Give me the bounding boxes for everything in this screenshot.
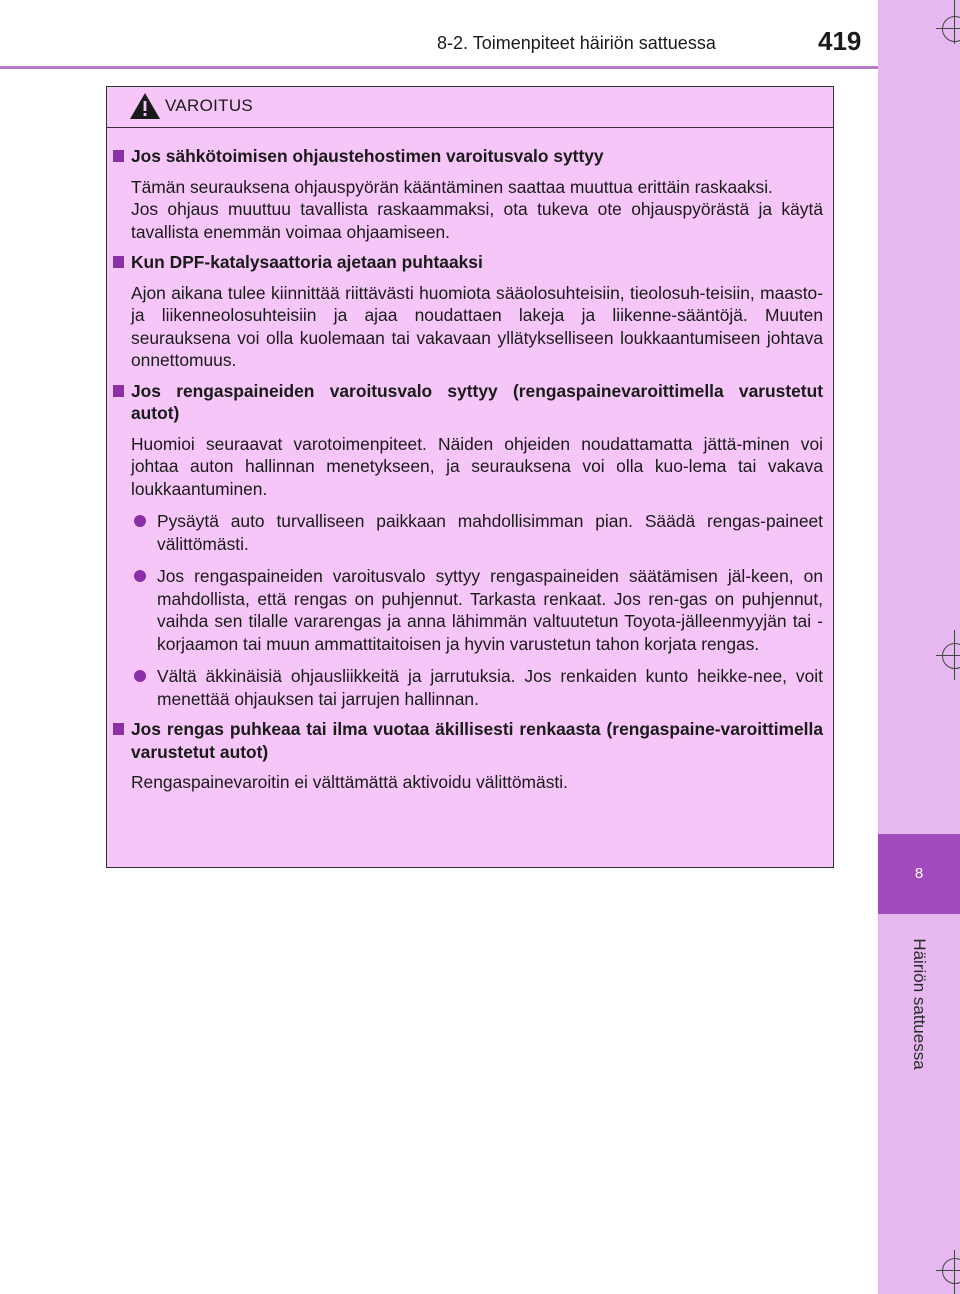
- chapter-number-tab[interactable]: 8: [878, 834, 960, 914]
- header-rule: [0, 66, 878, 69]
- square-bullet-icon: [113, 150, 124, 162]
- chapter-title-vertical: Häiriön sattuessa: [910, 938, 929, 1070]
- circle-bullet-icon: [134, 515, 146, 527]
- warning-section: [113, 718, 825, 794]
- list-item: Vältä äkkinäisiä ohjausliikkeitä ja jarrutuksia. Jos renkaiden kunto heikke-nee, voit menettää ohjauksen tai jarrujen hallinnan.: [113, 665, 823, 710]
- warning-section: [113, 145, 825, 243]
- list-item: Jos rengaspaineiden varoitusvalo syttyy rengaspaineiden säätämisen jäl-keen, on mahdollista, että rengas on puhjennut. Tarkasta renkaat. Jos ren-gas on puhjennut, vaihda sen tilalle vararengas ja anna lähimmän valtuutetun Toyota-jälleenmyyjän tai -korjaamon tai muun ammattitaitoisen ja hyvin varustetun tahon korjata rengas.: [113, 565, 823, 655]
- warning-body: [107, 128, 833, 802]
- section-heading: Jos sähkötoimisen ohjaustehostimen varoitusvalo syttyy: [113, 145, 823, 168]
- warning-box: [106, 86, 834, 868]
- section-heading: Jos rengas puhkeaa tai ilma vuotaa äkillisesti renkaasta (rengaspaine-varoittimella varustetut autot): [113, 718, 823, 763]
- section-heading: Kun DPF-katalysaattoria ajetaan puhtaaksi: [113, 251, 823, 274]
- page-number: 419: [818, 26, 862, 56]
- section-paragraph: Tämän seurauksena ohjauspyörän kääntäminen saattaa muuttua erittäin raskaaksi. Jos ohjaus muuttuu tavallista raskaammaksi, ota tukeva ote ohjauspyörästä ja käytä tavallista enemmän voimaa ohjaamiseen.: [131, 176, 823, 242]
- warning-triangle-icon: [129, 91, 161, 121]
- section-heading: 8-2. Toimenpiteet häiriön sattuessa: [437, 33, 716, 53]
- warning-section: [113, 251, 825, 372]
- circle-bullet-icon: [134, 570, 146, 582]
- section-paragraph: Ajon aikana tulee kiinnittää riittävästi huomiota sääolosuhteisiin, tieolosuh-teisiin, maasto- ja liikenneolosuhteisiin ja ajaa noudattaen lakeja ja liikenne-sääntöjä. Muuten seurauksena voi olla kuolemaan tai vakavaan yllätykselliseen loukkaantumiseen johtava onnettomuus.: [131, 282, 823, 370]
- circle-bullet-icon: [134, 670, 146, 682]
- warning-header: [107, 87, 833, 128]
- list-item: Pysäytä auto turvalliseen paikkaan mahdollisimman pian. Säädä rengas-paineet välittömästi.: [113, 510, 823, 555]
- section-paragraph: Huomioi seuraavat varotoimenpiteet. Näiden ohjeiden noudattamatta jättä-minen voi johtaa auton hallinnan menetykseen, ja seurauksena voi olla kuo-lema tai vakava loukkaantuminen.: [131, 433, 823, 499]
- warning-section: [113, 380, 825, 711]
- warning-title: VAROITUS: [165, 96, 254, 115]
- section-heading: Jos rengaspaineiden varoitusvalo syttyy (rengaspainevaroittimella varustetut autot): [113, 380, 823, 425]
- square-bullet-icon: [113, 256, 124, 268]
- square-bullet-icon: [113, 723, 124, 735]
- square-bullet-icon: [113, 385, 124, 397]
- section-paragraph: Rengaspainevaroitin ei välttämättä aktivoidu välittömästi.: [131, 772, 568, 792]
